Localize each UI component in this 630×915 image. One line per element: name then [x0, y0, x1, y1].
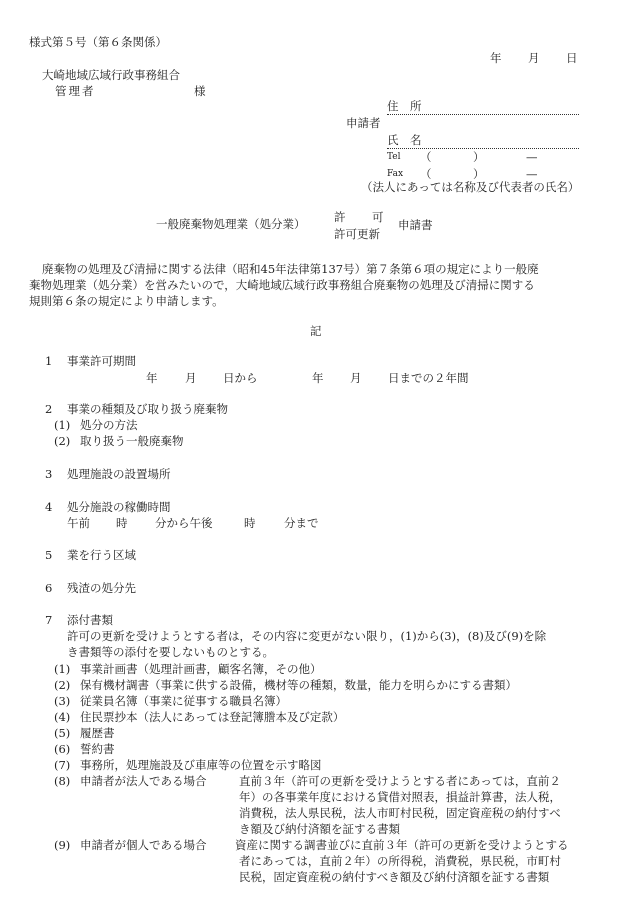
doc-8-line-1: 直前３年（許可の更新を受けようとする者にあっては，直前２	[239, 774, 561, 788]
doc-8-line-3: 消費税，法人県民税，法人市町村民税，固定資産税の納付すべ	[239, 806, 561, 820]
doc-1-number: (1)	[54, 662, 71, 676]
doc-3-label: 従業員名簿（事業に従事する職員名簿）	[80, 694, 287, 708]
doc-1-label: 事業計画書（処理計画書，顧客名簿，その他）	[80, 662, 322, 676]
item-1-label: 事業許可期間	[67, 354, 136, 368]
tel-dash: —	[526, 150, 538, 164]
doc-9-line-1: 資産に関する調書並びに直前３年（許可の更新を受けようとする	[235, 838, 569, 852]
period-year-1: 年	[146, 371, 158, 385]
period-day-1: 日から	[223, 371, 258, 385]
doc-8-number: (8)	[54, 774, 71, 788]
doc-8-line-4: き額及び納付済額を証する書類	[239, 822, 400, 836]
doc-7-number: (7)	[54, 758, 71, 772]
title-option-permit-a: 許	[334, 210, 346, 224]
date-day-label: 日	[566, 51, 578, 65]
item-5-label: 業を行う区域	[67, 548, 136, 562]
period-year-2: 年	[312, 371, 324, 385]
intro-line-1: 廃棄物の処理及び清掃に関する法律（昭和45年法律第137号）第７条第６項の規定により一般廃	[42, 262, 539, 276]
tel-paren-close: ）	[473, 150, 485, 164]
honorific: 様	[194, 84, 206, 98]
period-month-1: 月	[185, 371, 197, 385]
doc-2-label: 保有機材調書（事業に供する設備，機材等の種類，数量，能力を明らかにする書類）	[80, 678, 517, 692]
fax-dash: —	[526, 167, 538, 181]
item-4-number: 4	[45, 500, 53, 514]
doc-9-line-2: 者にあっては，直前２年）の所得税，消費税，県民税，市町村	[239, 854, 561, 868]
intro-line-2: 棄物処理業（処分業）を営みたいので，大崎地域広域行政事務組合廃棄物の処理及び清掃に関する	[29, 278, 535, 292]
fax-paren-close: ）	[473, 167, 485, 181]
item-6-label: 残渣の処分先	[67, 581, 136, 595]
title-main: 一般廃棄物処理業（処分業）	[156, 217, 306, 231]
period-day-2: 日までの２年間	[388, 371, 469, 385]
doc-2-number: (2)	[54, 678, 71, 692]
hours-minute-1: 分から午後	[155, 516, 213, 530]
doc-8-label: 申請者が法人である場合	[80, 774, 207, 788]
doc-5-label: 履歴書	[80, 726, 115, 740]
hours-am: 午前	[67, 516, 90, 530]
item-2-sub-1-number: (1)	[54, 418, 71, 432]
item-3-label: 処理施設の設置場所	[67, 467, 171, 481]
tel-label: Tel	[387, 152, 401, 162]
name-field[interactable]	[387, 135, 579, 149]
tel-paren-open: （	[420, 150, 432, 164]
doc-3-number: (3)	[54, 694, 71, 708]
ki-heading: 記	[310, 324, 322, 338]
corporate-note: （法人にあっては名称及び代表者の氏名）	[361, 180, 580, 194]
date-year-label: 年	[490, 51, 502, 65]
doc-7-label: 事務所，処理施設及び車庫等の位置を示す略図	[80, 758, 322, 772]
doc-6-label: 誓約書	[80, 742, 115, 756]
fax-paren-open: （	[420, 167, 432, 181]
item-7-label: 添付書類	[67, 613, 113, 627]
date-month-label: 月	[528, 51, 540, 65]
item-5-number: 5	[45, 548, 53, 562]
recipient-title: 管理者	[55, 84, 96, 98]
period-month-2: 月	[350, 371, 362, 385]
hours-minute-2: 分まで	[284, 516, 319, 530]
title-suffix: 申請書	[398, 218, 433, 232]
item-7-note-line-2: き書類等の添付を要しないものとする。	[67, 645, 274, 659]
title-option-renewal: 許可更新	[334, 227, 380, 241]
item-2-number: 2	[45, 402, 53, 416]
doc-4-number: (4)	[54, 710, 71, 724]
doc-4-label: 住民票抄本（法人にあっては登記簿謄本及び定款）	[80, 710, 345, 724]
item-2-sub-1-label: 処分の方法	[80, 418, 138, 432]
doc-8-line-2: 年）の各事業年度における貸借対照表，損益計算書，法人税，	[239, 790, 561, 804]
doc-9-number: (9)	[54, 838, 71, 852]
doc-9-line-3: 民税，固定資産税の納付すべき額及び納付済額を証する書類	[239, 870, 550, 884]
address-field[interactable]	[387, 101, 579, 115]
doc-6-number: (6)	[54, 742, 71, 756]
name-label: 氏 名	[387, 133, 422, 147]
item-2-sub-2-label: 取り扱う一般廃棄物	[80, 434, 184, 448]
item-2-sub-2-number: (2)	[54, 434, 71, 448]
title-option-permit-b: 可	[372, 210, 384, 224]
address-label: 住 所	[387, 99, 422, 113]
item-6-number: 6	[45, 581, 53, 595]
hours-hour-1: 時	[116, 516, 128, 530]
form-number: 様式第５号（第６条関係）	[29, 35, 167, 49]
doc-5-number: (5)	[54, 726, 71, 740]
item-2-label: 事業の種類及び取り扱う廃棄物	[67, 402, 228, 416]
applicant-label: 申請者	[346, 116, 381, 130]
fax-label: Fax	[387, 169, 404, 179]
item-4-label: 処分施設の稼働時間	[67, 500, 171, 514]
item-1-number: 1	[45, 354, 53, 368]
item-7-number: 7	[45, 613, 53, 627]
hours-hour-2: 時	[244, 516, 256, 530]
recipient-org: 大崎地域広域行政事務組合	[42, 68, 180, 82]
item-7-note-line-1: 許可の更新を受けようとする者は，その内容に変更がない限り，(1)から(3)，(8)及び(9)を除	[67, 629, 547, 643]
doc-9-label: 申請者が個人である場合	[80, 838, 207, 852]
item-3-number: 3	[45, 467, 53, 481]
intro-line-3: 規則第６条の規定により申請します。	[29, 294, 224, 308]
